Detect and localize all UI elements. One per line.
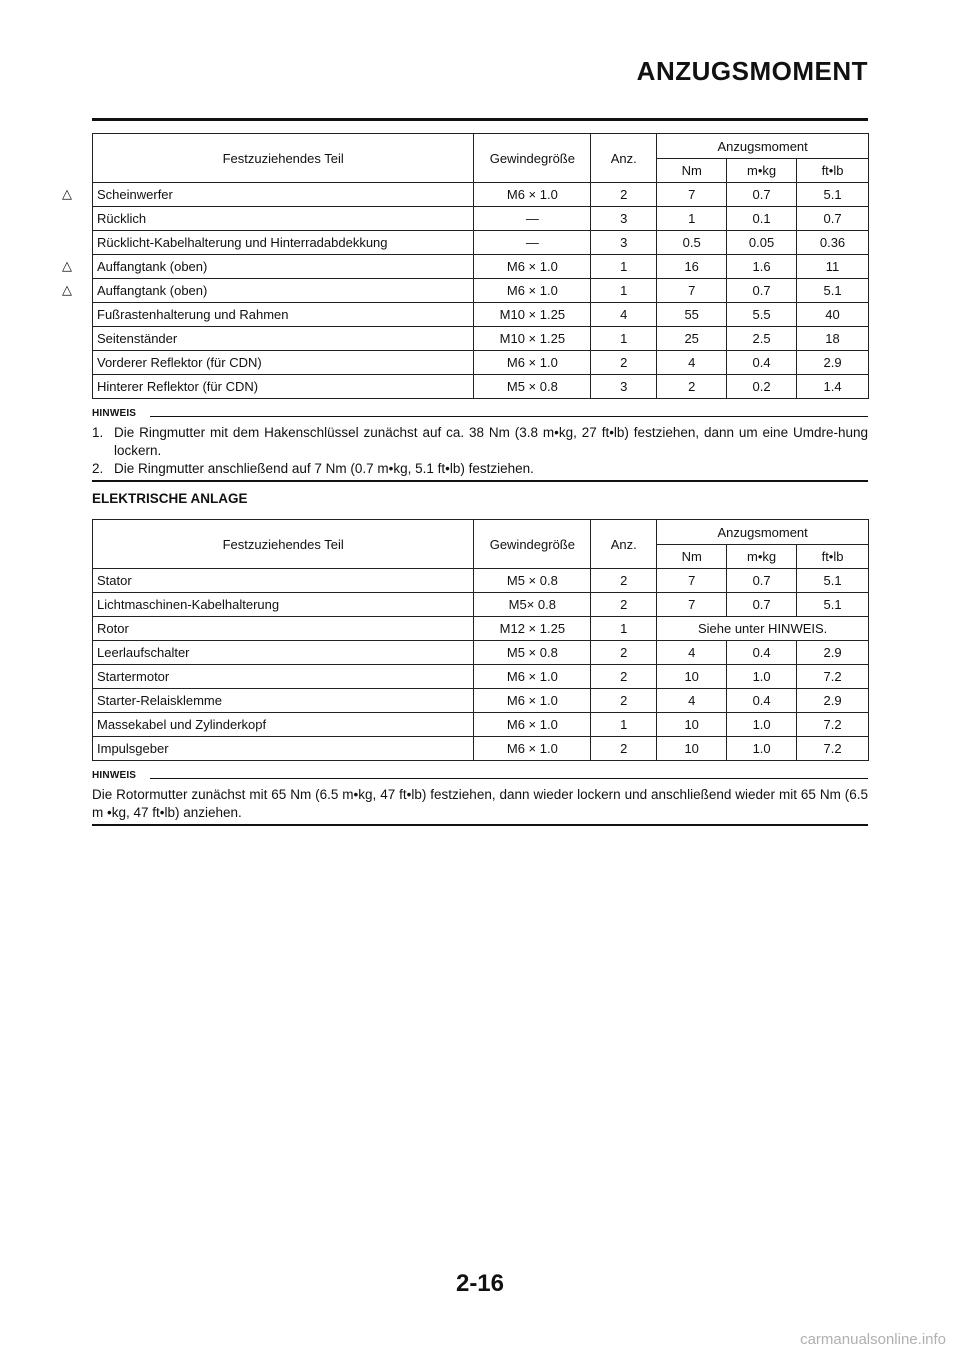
col-header-qty: Anz.: [591, 134, 657, 183]
page-title: ANZUGSMOMENT: [636, 56, 868, 86]
note-item-text: Die Ringmutter anschließend auf 7 Nm (0.7 m•kg, 5.1 ft•lb) festziehen.: [114, 461, 534, 476]
cell-mkg: 0.4: [727, 641, 797, 665]
table-row: [93, 207, 869, 231]
cell-thread-size: M6 × 1.0: [474, 665, 591, 689]
cell-part: Lichtmaschinen-Kabelhalterung: [93, 593, 474, 617]
cell-mkg: 2.5: [727, 327, 797, 351]
cell-ftlb: 5.1: [797, 279, 869, 303]
table-body: [93, 183, 869, 399]
cell-ftlb: 5.1: [797, 569, 869, 593]
cell-quantity: 4: [591, 303, 657, 327]
cell-part: Scheinwerfer: [93, 183, 474, 207]
cell-part: Massekabel und Zylinderkopf: [93, 713, 474, 737]
cell-part: Rotor: [93, 617, 474, 641]
cell-nm: 4: [657, 351, 727, 375]
cell-thread-size: M6 × 1.0: [474, 351, 591, 375]
cell-thread-size: M5 × 0.8: [474, 569, 591, 593]
cell-ftlb: 5.1: [797, 183, 869, 207]
cell-quantity: 2: [591, 689, 657, 713]
torque-table-electrical: [92, 519, 869, 761]
note-item-number: 1.: [92, 425, 104, 440]
cell-thread-size: M5× 0.8: [474, 593, 591, 617]
col-header-mkg: m•kg: [727, 545, 797, 569]
cell-nm: 25: [657, 327, 727, 351]
cell-mkg: 0.7: [727, 593, 797, 617]
cell-nm: 16: [657, 255, 727, 279]
table-row: [93, 255, 869, 279]
cell-mkg: 0.4: [727, 351, 797, 375]
cell-quantity: 2: [591, 737, 657, 761]
cell-quantity: 2: [591, 351, 657, 375]
col-header-torque: Anzugsmoment: [657, 134, 869, 159]
cell-thread-size: M10 × 1.25: [474, 303, 591, 327]
triangle-marker-icon: △: [62, 186, 72, 201]
cell-thread-size: M6 × 1.0: [474, 183, 591, 207]
table-row: [93, 593, 869, 617]
cell-quantity: 3: [591, 231, 657, 255]
cell-nm: 7: [657, 593, 727, 617]
cell-nm: 7: [657, 569, 727, 593]
cell-thread-size: M6 × 1.0: [474, 713, 591, 737]
cell-mkg: 1.6: [727, 255, 797, 279]
cell-ftlb: 7.2: [797, 737, 869, 761]
cell-quantity: 3: [591, 207, 657, 231]
cell-mkg: 1.0: [727, 713, 797, 737]
table-row: [93, 737, 869, 761]
cell-torque-note: Siehe unter HINWEIS.: [657, 617, 869, 641]
cell-part: Seitenständer: [93, 327, 474, 351]
col-header-part: Festzuziehendes Teil: [93, 134, 474, 183]
cell-quantity: 1: [591, 279, 657, 303]
triangle-marker-icon: △: [62, 282, 72, 297]
col-header-size: Gewindegröße: [474, 134, 591, 183]
cell-nm: 4: [657, 689, 727, 713]
cell-nm: 55: [657, 303, 727, 327]
cell-mkg: 1.0: [727, 665, 797, 689]
table-row: [93, 351, 869, 375]
table-row: [93, 279, 869, 303]
triangle-marker-icon: △: [62, 258, 72, 273]
cell-mkg: 0.7: [727, 569, 797, 593]
cell-quantity: 1: [591, 327, 657, 351]
cell-quantity: 1: [591, 255, 657, 279]
cell-ftlb: 18: [797, 327, 869, 351]
table-row: [93, 375, 869, 399]
note-item: [92, 460, 868, 478]
cell-part: Rücklicht-Kabelhalterung und Hinterradabdekkung: [93, 231, 474, 255]
cell-nm: 10: [657, 713, 727, 737]
table-row: [93, 183, 869, 207]
cell-mkg: 0.7: [727, 183, 797, 207]
cell-mkg: 0.4: [727, 689, 797, 713]
cell-ftlb: 11: [797, 255, 869, 279]
cell-thread-size: M6 × 1.0: [474, 689, 591, 713]
torque-table-general: [92, 133, 869, 399]
col-header-nm: Nm: [657, 545, 727, 569]
col-header-ftlb: ft•lb: [797, 545, 869, 569]
cell-ftlb: 0.7: [797, 207, 869, 231]
cell-quantity: 2: [591, 641, 657, 665]
note-end-rule: [92, 824, 868, 826]
table-row: [93, 303, 869, 327]
cell-nm: 10: [657, 665, 727, 689]
cell-nm: 0.5: [657, 231, 727, 255]
cell-ftlb: 1.4: [797, 375, 869, 399]
table-row: [93, 713, 869, 737]
cell-mkg: 0.7: [727, 279, 797, 303]
cell-ftlb: 2.9: [797, 641, 869, 665]
note-item-number: 2.: [92, 461, 104, 476]
note-item: [92, 424, 868, 460]
note-label-line: [150, 778, 868, 779]
cell-mkg: 5.5: [727, 303, 797, 327]
table-row: [93, 665, 869, 689]
note-label-line: [150, 416, 868, 417]
cell-part: Fußrastenhalterung und Rahmen: [93, 303, 474, 327]
cell-part: Startermotor: [93, 665, 474, 689]
col-header-qty: Anz.: [591, 520, 657, 569]
col-header-ftlb: ft•lb: [797, 159, 869, 183]
cell-thread-size: M12 × 1.25: [474, 617, 591, 641]
section-title: ELEKTRISCHE ANLAGE: [92, 491, 248, 506]
cell-part: Vorderer Reflektor (für CDN): [93, 351, 474, 375]
table-body: [93, 569, 869, 761]
cell-thread-size: —: [474, 231, 591, 255]
note-end-rule: [92, 480, 868, 482]
cell-nm: 10: [657, 737, 727, 761]
cell-mkg: 0.1: [727, 207, 797, 231]
cell-part: Impulsgeber: [93, 737, 474, 761]
note-label: HINWEIS: [92, 770, 868, 781]
table-row: [93, 231, 869, 255]
cell-ftlb: 7.2: [797, 713, 869, 737]
cell-part: Starter-Relaisklemme: [93, 689, 474, 713]
note-list: [92, 424, 868, 478]
cell-nm: 2: [657, 375, 727, 399]
cell-quantity: 2: [591, 665, 657, 689]
table-row: [93, 569, 869, 593]
cell-thread-size: M5 × 0.8: [474, 641, 591, 665]
cell-quantity: 1: [591, 617, 657, 641]
cell-ftlb: 2.9: [797, 351, 869, 375]
cell-ftlb: 0.36: [797, 231, 869, 255]
cell-ftlb: 5.1: [797, 593, 869, 617]
cell-quantity: 2: [591, 593, 657, 617]
cell-part: Auffangtank (oben): [93, 255, 474, 279]
cell-part: Auffangtank (oben): [93, 279, 474, 303]
cell-quantity: 2: [591, 183, 657, 207]
cell-part: Stator: [93, 569, 474, 593]
cell-thread-size: M10 × 1.25: [474, 327, 591, 351]
note-item-text: Die Ringmutter mit dem Hakenschlüssel zunächst auf ca. 38 Nm (3.8 m•kg, 27 ft•lb) festziehen, dann um eine Umdre-hung lockern.: [114, 425, 868, 458]
note-paragraph: Die Rotormutter zunächst mit 65 Nm (6.5 m•kg, 47 ft•lb) festziehen, dann wieder lockern und anschließend wieder mit 65 Nm (6.5 m •kg, 47 ft•lb) anziehen.: [92, 787, 868, 820]
cell-ftlb: 7.2: [797, 665, 869, 689]
col-header-size: Gewindegröße: [474, 520, 591, 569]
table-row: [93, 689, 869, 713]
cell-nm: 4: [657, 641, 727, 665]
cell-quantity: 3: [591, 375, 657, 399]
cell-thread-size: M6 × 1.0: [474, 737, 591, 761]
cell-part: Leerlaufschalter: [93, 641, 474, 665]
table-row: [93, 327, 869, 351]
table-row: [93, 641, 869, 665]
cell-ftlb: 2.9: [797, 689, 869, 713]
col-header-torque: Anzugsmoment: [657, 520, 869, 545]
col-header-nm: Nm: [657, 159, 727, 183]
cell-thread-size: M6 × 1.0: [474, 255, 591, 279]
header-rule: [92, 118, 868, 121]
cell-thread-size: M6 × 1.0: [474, 279, 591, 303]
table-row: [93, 617, 869, 641]
col-header-mkg: m•kg: [727, 159, 797, 183]
cell-mkg: 1.0: [727, 737, 797, 761]
cell-nm: 7: [657, 279, 727, 303]
cell-mkg: 0.2: [727, 375, 797, 399]
cell-quantity: 1: [591, 713, 657, 737]
cell-thread-size: —: [474, 207, 591, 231]
cell-nm: 7: [657, 183, 727, 207]
page-number: 2-16: [455, 1270, 505, 1297]
cell-thread-size: M5 × 0.8: [474, 375, 591, 399]
col-header-part: Festzuziehendes Teil: [93, 520, 474, 569]
cell-part: Hinterer Reflektor (für CDN): [93, 375, 474, 399]
cell-nm: 1: [657, 207, 727, 231]
note-label: HINWEIS: [92, 408, 868, 419]
watermark: carmanualsonline.info: [800, 1331, 946, 1348]
cell-ftlb: 40: [797, 303, 869, 327]
cell-quantity: 2: [591, 569, 657, 593]
cell-mkg: 0.05: [727, 231, 797, 255]
cell-part: Rücklich: [93, 207, 474, 231]
